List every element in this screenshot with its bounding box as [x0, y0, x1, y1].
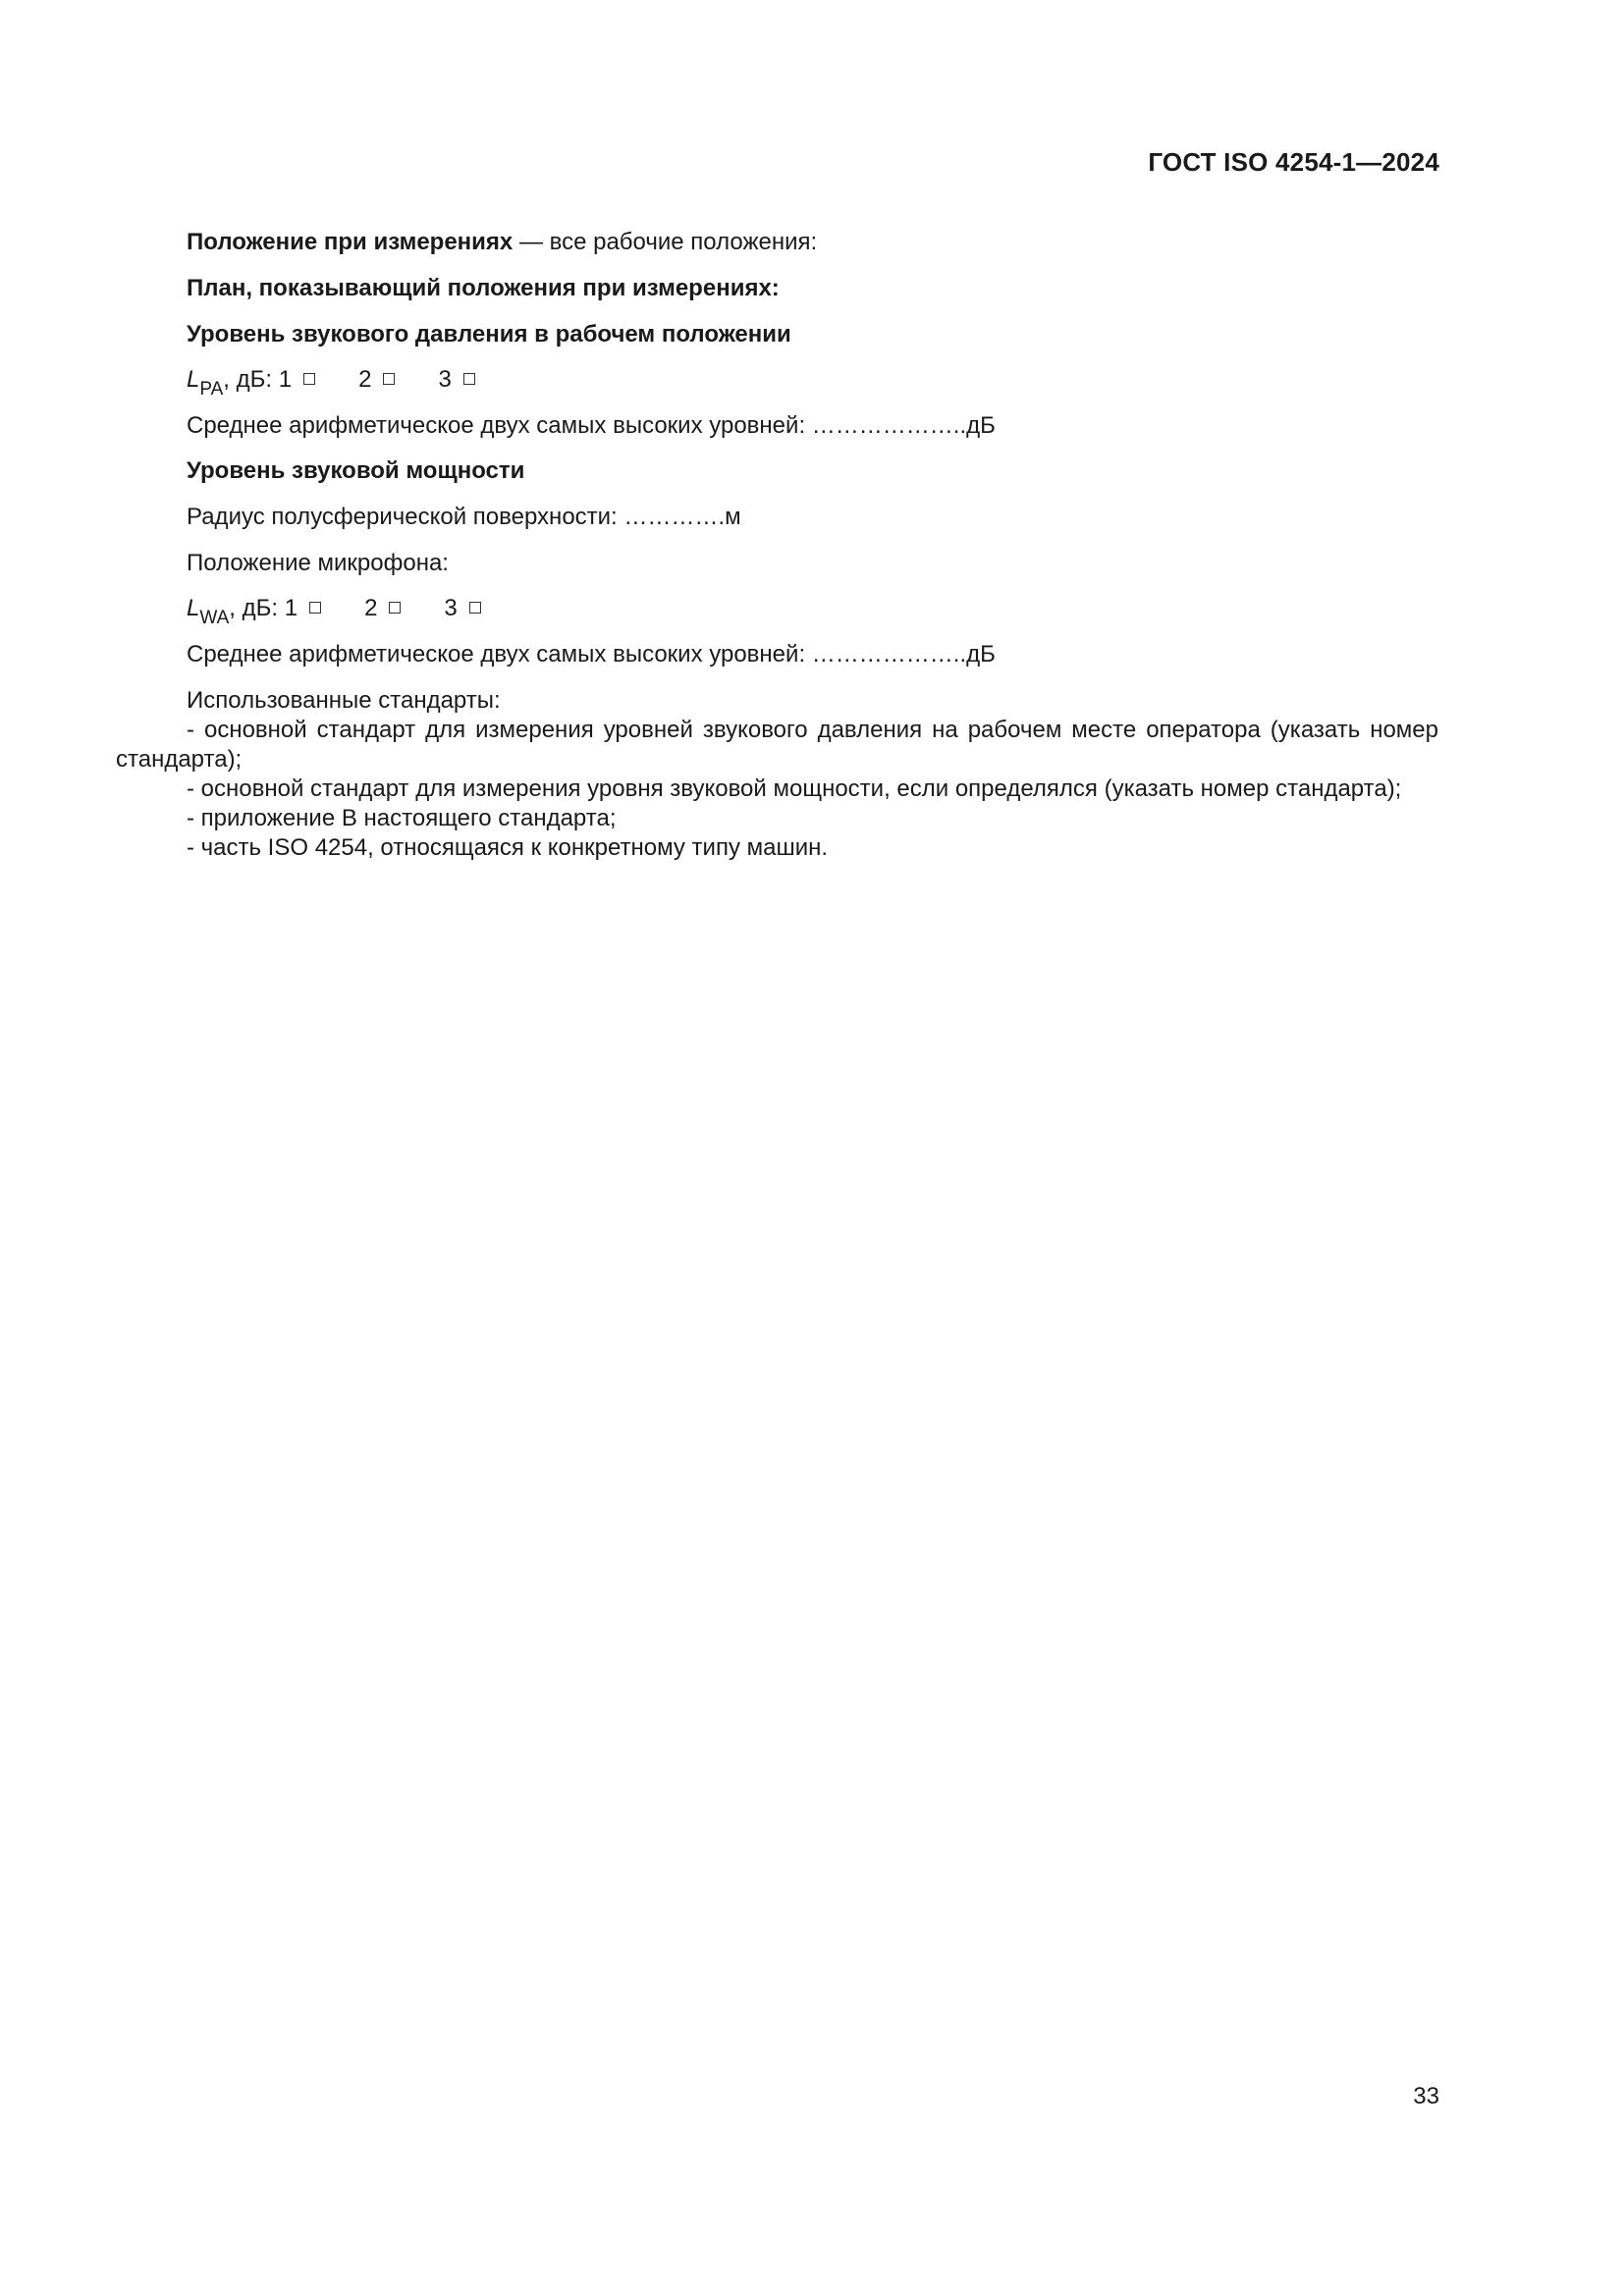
plan-label: План, показывающий положения при измерениях:	[187, 275, 780, 301]
lpa-reading-1: 1	[278, 366, 293, 393]
document-code: ГОСТ ISO 4254-1—2024	[1148, 147, 1439, 177]
page-number: 33	[1413, 2083, 1439, 2109]
microphone-position: Положение микрофона:	[187, 550, 449, 576]
lpa-reading-3: 3	[438, 366, 452, 393]
lwa-unit: , дБ:	[229, 595, 285, 621]
list-item: - приложение В настоящего стандарта;	[187, 805, 617, 831]
sound-pressure-heading: Уровень звукового давления в рабочем положении	[187, 321, 791, 347]
sound-pressure-average: Среднее арифметическое двух самых высоких уровней: ………………..дБ	[187, 412, 996, 439]
lpa-reading-1-checkbox-icon[interactable]	[303, 373, 315, 385]
lwa-subscript: WA	[199, 608, 230, 628]
sound-power-heading: Уровень звуковой мощности	[187, 457, 525, 484]
lpa-reading-2: 2	[358, 366, 372, 393]
lpa-reading-3-checkbox-icon[interactable]	[463, 373, 475, 385]
lwa-reading-1: 1	[284, 595, 298, 621]
measurement-position-label: Положение при измерениях	[187, 229, 514, 255]
hemisphere-radius: Радиус полусферической поверхности: ………….м	[187, 504, 741, 530]
lwa-reading-3: 3	[444, 595, 458, 621]
lwa-reading-2-checkbox-icon[interactable]	[389, 602, 401, 614]
sound-power-readings	[187, 594, 481, 628]
sound-power-average: Среднее арифметическое двух самых высоких уровней: ………………..дБ	[187, 641, 996, 667]
list-item: - часть ISO 4254, относящаяся к конкретному типу машин.	[187, 834, 829, 861]
lpa-unit: , дБ:	[223, 366, 279, 393]
lwa-reading-3-checkbox-icon[interactable]	[469, 602, 481, 614]
measurement-position-value: — все рабочие положения:	[513, 229, 818, 255]
lwa-reading-2: 2	[364, 595, 378, 621]
standards-heading: Использованные стандарты:	[187, 687, 501, 714]
lwa-reading-1-checkbox-icon[interactable]	[309, 602, 321, 614]
list-item: - основной стандарт для измерения уровня звуковой мощности, если определялся (указать номер стандарта);	[187, 775, 1402, 802]
lwa-symbol: L	[187, 595, 200, 621]
measurement-position-line	[187, 228, 817, 257]
lpa-symbol: L	[187, 366, 200, 393]
standards-list	[116, 716, 1438, 863]
sound-pressure-readings	[187, 365, 475, 400]
list-item: - основной стандарт для измерения уровней звукового давления на рабочем месте оператора (указать номер стандарта);	[116, 717, 1438, 773]
lpa-reading-2-checkbox-icon[interactable]	[383, 373, 395, 385]
lpa-subscript: PA	[199, 379, 224, 400]
